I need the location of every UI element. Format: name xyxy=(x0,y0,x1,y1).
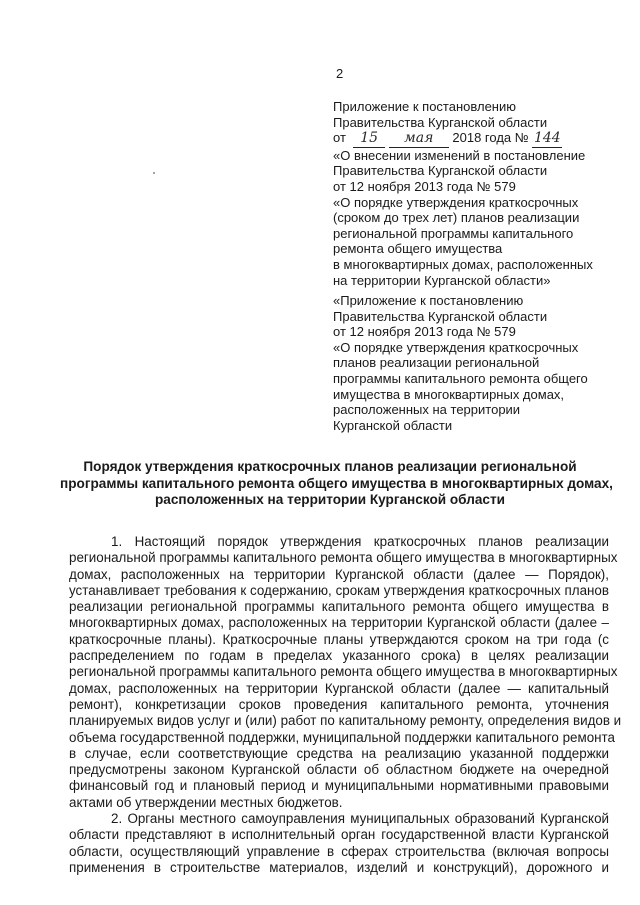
p2-line: применения в строительстве материалов, изделий и конструкций), дорожного и xyxy=(69,859,609,875)
appendix1-line11: в многоквартирных домах, расположенных xyxy=(333,256,593,272)
title-line3: расположенных на территории Курганской области xyxy=(154,492,506,507)
p1-line: региональной программы капитального ремонта общего имущества в многоквартирных xyxy=(69,550,618,566)
appendix-header-2 xyxy=(333,293,633,433)
p1-line: планируемых видов услуг и (или) работ по капитальному ремонту, определения видов и xyxy=(69,713,622,729)
appendix1-date-year: 2018 года № xyxy=(452,130,529,146)
appendix1-line8: (сроком до трех лет) планов реализации xyxy=(333,210,580,226)
appendix1-line5: Правительства Курганской области xyxy=(333,163,548,179)
appendix2-line4: «О порядке утверждения краткосрочных xyxy=(333,339,579,355)
p1-line: финансовый год и плановый период и муниципальными нормативными правовыми xyxy=(69,778,609,794)
appendix1-line7: «О порядке утверждения краткосрочных xyxy=(333,194,579,210)
p1-line: в случае, если соответствующие средства на реализацию указанной поддержки xyxy=(69,745,609,761)
appendix1-line4: «О внесении изменений в постановление xyxy=(333,147,586,163)
appendix2-line9: Курганской области xyxy=(333,417,453,433)
p1-line: устанавливает требования к содержанию, срокам утверждения краткосрочных планов xyxy=(69,582,609,598)
document-body xyxy=(69,534,622,876)
paragraph-1 xyxy=(69,534,622,811)
p2-line: области, осуществляющий управление в сферах строительства (включая вопросы xyxy=(69,843,609,859)
appendix1-line2: Правительства Курганской области xyxy=(333,114,548,130)
handwritten-month: мая xyxy=(389,131,449,148)
appendix1-date-prefix: от xyxy=(333,130,346,146)
appendix1-line12: на территории Курганской области» xyxy=(333,272,551,288)
appendix1-line10: ремонта общего имущества xyxy=(333,241,503,257)
appendix2-line3: от 12 ноября 2013 года № 579 xyxy=(333,324,516,340)
p1-line: реализации региональной программы капитального ремонта общего имущества в xyxy=(69,599,609,615)
p2-line: области представляют в исполнительный орган государственной власти Курганской xyxy=(69,827,609,843)
p1-line: краткосрочные планы). Краткосрочные планы утверждаются сроком на три года (с xyxy=(69,631,609,647)
appendix2-line2: Правительства Курганской области xyxy=(333,308,548,324)
p1-line: ремонт), конкретизации сроков проведения капитального ремонта, уточнения xyxy=(69,696,609,712)
p2-line: 2. Органы местного самоуправления муниципальных образований Курганской xyxy=(111,811,609,827)
handwritten-day: 15 xyxy=(353,131,385,148)
p1-line: многоквартирных домах, расположенных на территории Курганской области (далее – xyxy=(69,615,609,631)
p1-line: региональной программы капитального ремонта общего имущества в многоквартирных xyxy=(69,664,618,680)
appendix2-line5: планов реализации региональной xyxy=(333,355,540,371)
document-title xyxy=(60,459,613,509)
title-line1: Порядок утверждения краткосрочных планов реализации региональной xyxy=(83,459,577,474)
handwritten-number: 144 xyxy=(533,130,561,147)
appendix1-date-line xyxy=(333,130,633,148)
appendix1-line1: Приложение к постановлению xyxy=(333,99,516,114)
appendix2-line1: «Приложение к постановлению xyxy=(333,293,524,308)
appendix2-line6: программы капитального ремонта общего xyxy=(333,370,588,386)
p1-line: распределением по годам в пределах указанного срока) в целях реализации xyxy=(69,648,609,664)
paragraph-2 xyxy=(69,811,609,876)
appendix1-line9: региональной программы капитального xyxy=(333,225,574,241)
appendix2-line8: расположенных на территории xyxy=(333,402,521,418)
p1-line: предусмотрены законом Курганской области об областном бюджете на очередной xyxy=(69,762,609,778)
p1-line: домах, расположенных на территории Курганской области (далее — капитальный xyxy=(69,680,609,696)
p1-line: объема государственной поддержки, муниципальной поддержки капитального ремонта xyxy=(69,729,615,745)
page-number: 2 xyxy=(336,66,344,81)
appendix1-line6: от 12 ноября 2013 года № 579 xyxy=(333,178,516,194)
title-line2: программы капитального ремонта общего имущества в многоквартирных домах, xyxy=(60,475,613,491)
appendix-header-1 xyxy=(333,99,633,288)
p1-line: 1. Настоящий порядок утверждения краткосрочных планов реализации xyxy=(111,534,609,549)
p1-line: домах, расположенных на территории Курганской области (далее — Порядок), xyxy=(69,566,609,582)
appendix2-line7: имущества в многоквартирных домах, xyxy=(333,386,565,402)
p1-line: актами об утверждении местных бюджетов. xyxy=(69,794,343,810)
scan-dot xyxy=(153,172,155,174)
